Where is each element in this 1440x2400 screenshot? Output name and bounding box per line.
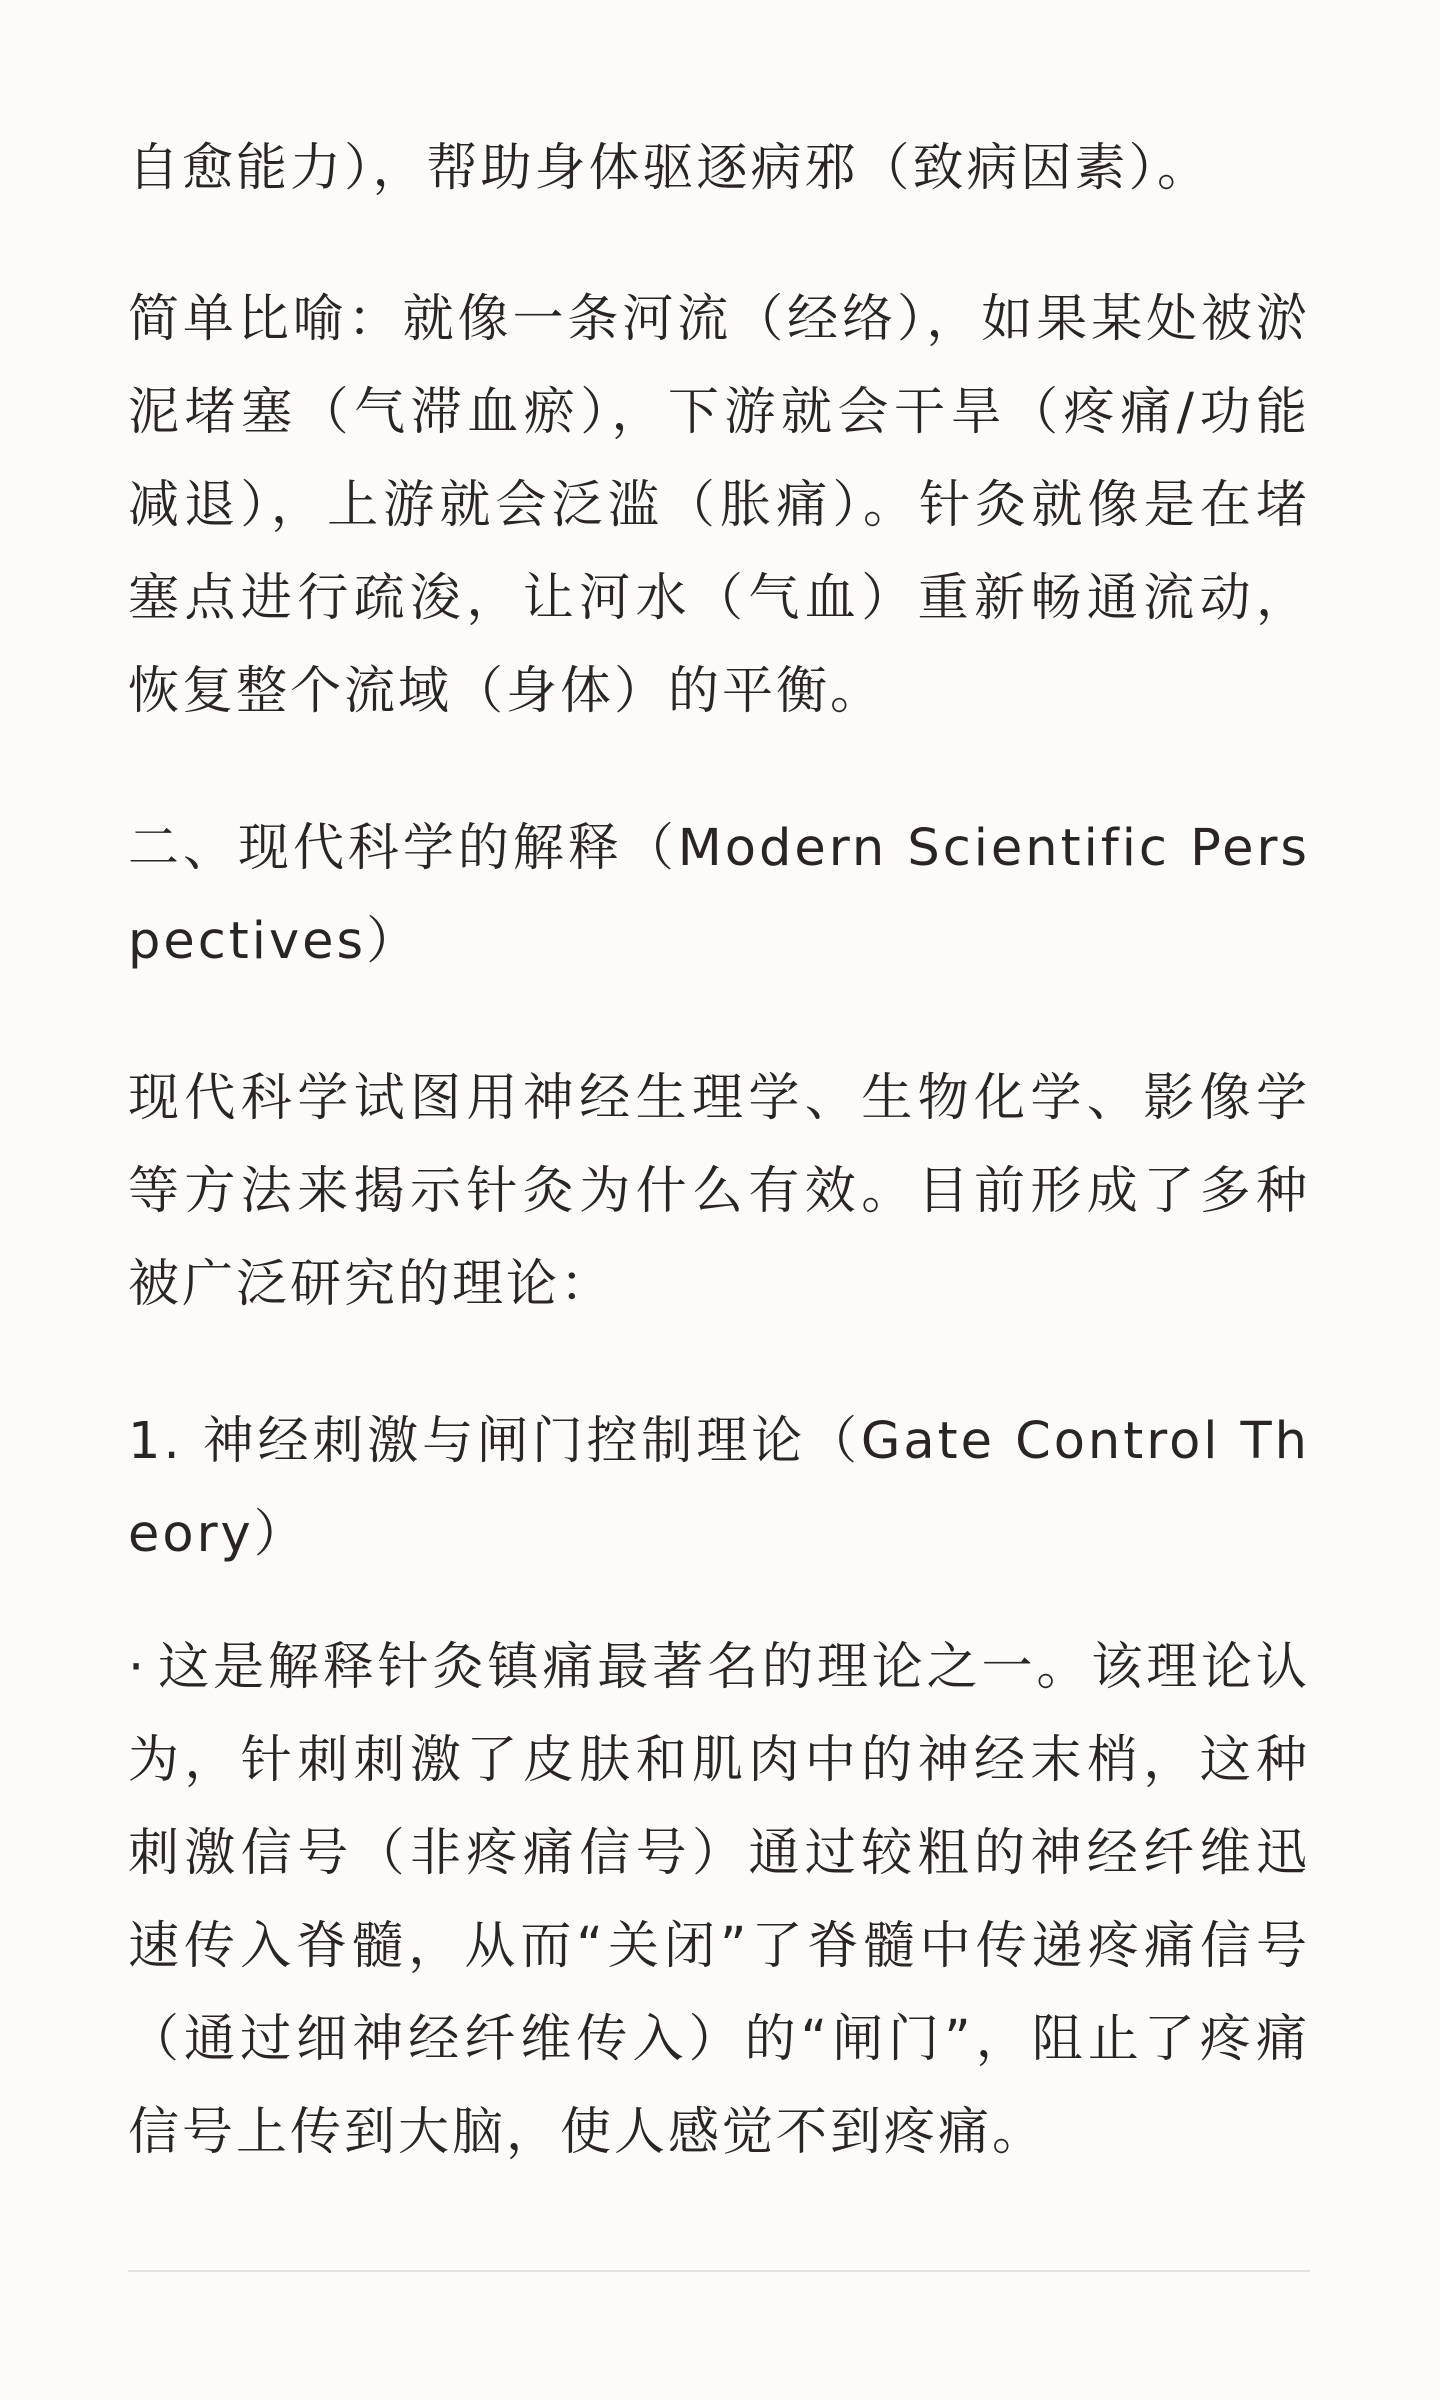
article-body bbox=[128, 122, 1310, 2179]
bottom-divider bbox=[128, 2270, 1310, 2272]
intro-paragraph-tail: 自愈能力），帮助身体驱逐病邪（致病因素）。 bbox=[128, 139, 1212, 198]
bullet-marker: · bbox=[128, 1638, 148, 1697]
metaphor-paragraph: 简单比喻：就像一条河流（经络），如果某处被淤泥堵塞（气滞血瘀），下游就会干旱（疼痛/功能减退），上游就会泛滥（胀痛）。针灸就像是在堵塞点进行疏浚，让河水（气血）重新畅通流动，恢复整个流域（身体）的平衡。 bbox=[128, 290, 1310, 721]
theory-heading-gate-control: 1. 神经刺激与闸门控制理论（Gate Control Theory） bbox=[128, 1412, 1310, 1564]
modern-science-intro-paragraph: 现代科学试图用神经生理学、生物化学、影像学等方法来揭示针灸为什么有效。目前形成了多种被广泛研究的理论： bbox=[128, 1069, 1310, 1314]
gate-control-bullet bbox=[128, 1621, 1310, 2179]
gate-control-bullet-text: 这是解释针灸镇痛最著名的理论之一。该理论认为，针刺刺激了皮肤和肌肉中的神经末梢，这种刺激信号（非疼痛信号）通过较粗的神经纤维迅速传入脊髓，从而“关闭”了脊髓中传递疼痛信号（通过细神经纤维传入）的“闸门”，阻止了疼痛信号上传到大脑，使人感觉不到疼痛。 bbox=[128, 1638, 1310, 2162]
section-heading-modern-science: 二、现代科学的解释（Modern Scientific Perspectives） bbox=[128, 819, 1310, 971]
